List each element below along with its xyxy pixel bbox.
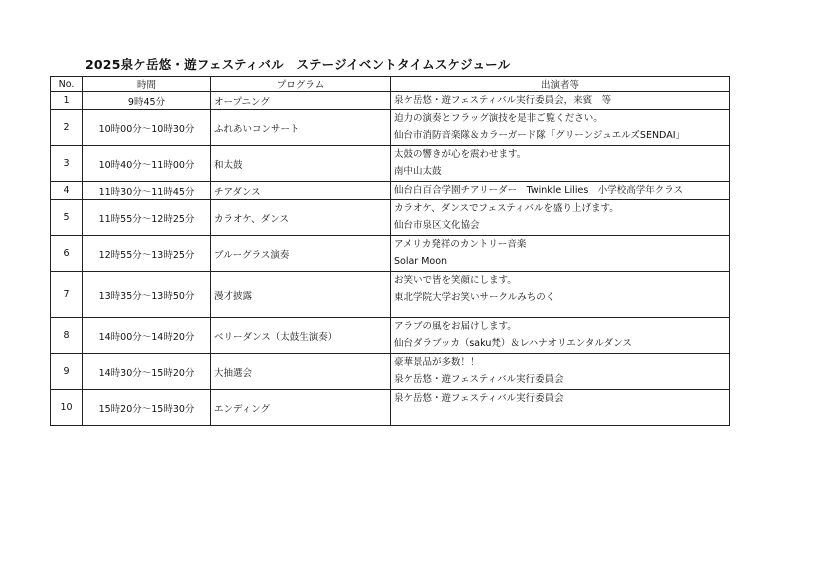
performer-line: 仙台ダラブッカ（saku梵）＆レハナオリエンタルダンス <box>394 338 632 349</box>
header-row <box>51 77 730 92</box>
row-program: 大抽選会 <box>211 354 391 390</box>
row-number: 3 <box>51 146 83 182</box>
performer-line: Solar Moon <box>394 256 448 267</box>
table-row <box>51 272 730 318</box>
row-time: 11時55分～12時25分 <box>83 200 211 236</box>
row-number: 5 <box>51 200 83 236</box>
performer-line: 南中山太鼓 <box>394 166 442 177</box>
row-number: 6 <box>51 236 83 272</box>
row-program: ふれあいコンサート <box>211 110 391 146</box>
row-program: チアダンス <box>211 182 391 200</box>
row-program: ベリーダンス（太鼓生演奏） <box>211 318 391 354</box>
row-time: 10時00分～10時30分 <box>83 110 211 146</box>
row-number: 10 <box>51 390 83 426</box>
table-row <box>51 200 730 236</box>
row-program: エンディング <box>211 390 391 426</box>
row-performers <box>391 110 730 146</box>
header-performers: 出演者等 <box>391 77 730 92</box>
row-performers <box>391 236 730 272</box>
row-number: 4 <box>51 182 83 200</box>
page-title: 2025泉ケ岳悠・遊フェスティバル ステージイベントタイムスケジュール <box>85 57 511 72</box>
row-performers <box>391 272 730 318</box>
row-performers <box>391 92 730 110</box>
table-row <box>51 146 730 182</box>
row-performers <box>391 354 730 390</box>
performer-line: カラオケ、ダンスでフェスティバルを盛り上げます。 <box>394 203 619 214</box>
table-row <box>51 236 730 272</box>
table-row <box>51 318 730 354</box>
row-program: 漫才披露 <box>211 272 391 318</box>
row-time: 11時30分～11時45分 <box>83 182 211 200</box>
table-row <box>51 182 730 200</box>
row-number: 2 <box>51 110 83 146</box>
performer-line: 泉ケ岳悠・遊フェスティバル実行委員会 <box>394 374 564 385</box>
row-program: オープニング <box>211 92 391 110</box>
schedule-table <box>50 76 730 426</box>
table-row <box>51 92 730 110</box>
table-row <box>51 390 730 426</box>
row-performers <box>391 390 730 426</box>
table-row <box>51 110 730 146</box>
performer-line: お笑いで皆を笑顔にします。 <box>394 275 517 286</box>
performer-line: 仙台白百合学園チアリーダー Twinkle Lilies 小学校高学年クラス <box>394 185 684 196</box>
row-time: 10時40分～11時00分 <box>83 146 211 182</box>
performer-line: 豪華景品が多数！！ <box>394 357 480 368</box>
performer-line: アメリカ発祥のカントリー音楽 <box>394 239 527 250</box>
performer-line: 太鼓の響きが心を震わせます。 <box>394 149 527 160</box>
header-time: 時間 <box>83 77 211 92</box>
row-number: 8 <box>51 318 83 354</box>
row-program: カラオケ、ダンス <box>211 200 391 236</box>
row-performers <box>391 318 730 354</box>
header-program: プログラム <box>211 77 391 92</box>
row-number: 1 <box>51 92 83 110</box>
row-time: 15時20分～15時30分 <box>83 390 211 426</box>
performer-line: 泉ケ岳悠・遊フェスティバル実行委員会，来賓 等 <box>394 95 612 106</box>
row-performers <box>391 146 730 182</box>
performer-line: 仙台市消防音楽隊＆カラーガード隊「グリーンジュエルズSENDAI」 <box>394 130 685 141</box>
row-performers <box>391 200 730 236</box>
row-time: 12時55分～13時25分 <box>83 236 211 272</box>
table-row <box>51 354 730 390</box>
row-program: ブルーグラス演奏 <box>211 236 391 272</box>
row-performers <box>391 182 730 200</box>
row-time: 13時35分～13時50分 <box>83 272 211 318</box>
row-program: 和太鼓 <box>211 146 391 182</box>
row-number: 9 <box>51 354 83 390</box>
row-time: 9時45分 <box>83 92 211 110</box>
row-time: 14時30分～15時20分 <box>83 354 211 390</box>
row-number: 7 <box>51 272 83 318</box>
performer-line: 東北学院大学お笑いサークルみちのく <box>394 292 556 303</box>
row-time: 14時00分～14時20分 <box>83 318 211 354</box>
header-no: No. <box>51 77 83 92</box>
performer-line: 迫力の演奏とフラッグ演技を是非ご覧ください。 <box>394 113 603 124</box>
performer-line: 仙台市泉区文化協会 <box>394 220 480 231</box>
performer-line: 泉ケ岳悠・遊フェスティバル実行委員会 <box>394 393 564 404</box>
performer-line: アラブの風をお届けします。 <box>394 321 517 332</box>
